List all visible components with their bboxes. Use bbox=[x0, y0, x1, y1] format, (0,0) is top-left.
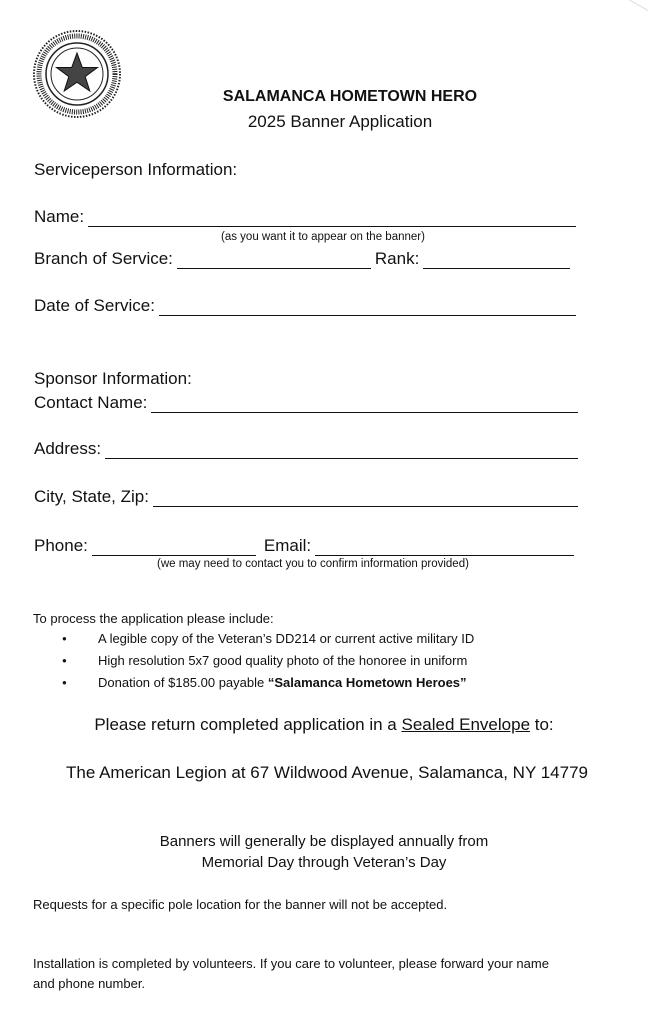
sealed-envelope-text: Sealed Envelope bbox=[401, 715, 531, 734]
address-label: Address: bbox=[34, 439, 102, 458]
phone-label: Phone: bbox=[34, 536, 88, 555]
phone-field[interactable] bbox=[92, 537, 256, 556]
branch-rank-row bbox=[34, 249, 570, 269]
return-address: The American Legion at 67 Wildwood Avenue, Salamanca, NY 14779 bbox=[66, 763, 588, 782]
contact-row bbox=[34, 393, 578, 413]
name-field[interactable] bbox=[88, 208, 576, 227]
page-corner-mark bbox=[613, 0, 648, 26]
requirements-list bbox=[62, 628, 474, 694]
contact-label: Contact Name: bbox=[34, 393, 148, 412]
form-title: SALAMANCA HOMETOWN HERO bbox=[222, 88, 478, 105]
address-row bbox=[34, 439, 578, 459]
email-label: Email: bbox=[263, 536, 312, 555]
return-instructions bbox=[0, 715, 648, 735]
form-subtitle: 2025 Banner Application bbox=[247, 112, 433, 131]
volunteer-note-line-2: and phone number. bbox=[33, 976, 146, 991]
city-field[interactable] bbox=[153, 488, 578, 507]
name-label: Name: bbox=[34, 207, 85, 226]
city-row bbox=[34, 487, 578, 507]
branch-label: Branch of Service: bbox=[34, 249, 173, 268]
volunteer-note-line-1: Installation is completed by volunteers. If you care to volunteer, please forward your name bbox=[33, 956, 549, 971]
address-field[interactable] bbox=[105, 440, 578, 459]
return-prefix: Please return completed application in a bbox=[94, 715, 402, 734]
sponsor-heading: Sponsor Information: bbox=[34, 369, 192, 388]
city-label: City, State, Zip: bbox=[34, 487, 149, 506]
donation-text: Donation of $185.00 payable bbox=[98, 675, 268, 690]
date-label: Date of Service: bbox=[34, 296, 155, 315]
contact-note: (we may need to contact you to confirm information provided) bbox=[157, 558, 469, 570]
serviceperson-heading: Serviceperson Information: bbox=[34, 160, 238, 179]
branch-field[interactable] bbox=[177, 250, 371, 269]
date-row bbox=[34, 296, 576, 316]
contact-field[interactable] bbox=[151, 394, 578, 413]
rank-field[interactable] bbox=[423, 250, 570, 269]
name-row bbox=[34, 207, 576, 227]
display-line-2: Memorial Day through Veteran’s Day bbox=[201, 854, 447, 871]
donation-payee: “Salamanca Hometown Heroes” bbox=[267, 675, 467, 690]
return-suffix: to: bbox=[530, 715, 554, 734]
rank-label: Rank: bbox=[374, 249, 420, 268]
display-line-1: Banners will generally be displayed annually from bbox=[159, 833, 489, 850]
email-field[interactable] bbox=[315, 537, 574, 556]
date-field[interactable] bbox=[159, 297, 576, 316]
pole-note: Requests for a specific pole location for the banner will not be accepted. bbox=[33, 897, 448, 912]
phone-email-row bbox=[34, 536, 574, 556]
name-note: (as you want it to appear on the banner) bbox=[221, 231, 425, 243]
requirements-intro: To process the application please include: bbox=[33, 611, 274, 626]
requirement-item: ● A legible copy of the Veteran’s DD214 or current active military ID bbox=[62, 628, 474, 650]
requirement-item-donation bbox=[62, 672, 474, 694]
requirement-item: ● High resolution 5x7 good quality photo of the honoree in uniform bbox=[62, 650, 474, 672]
